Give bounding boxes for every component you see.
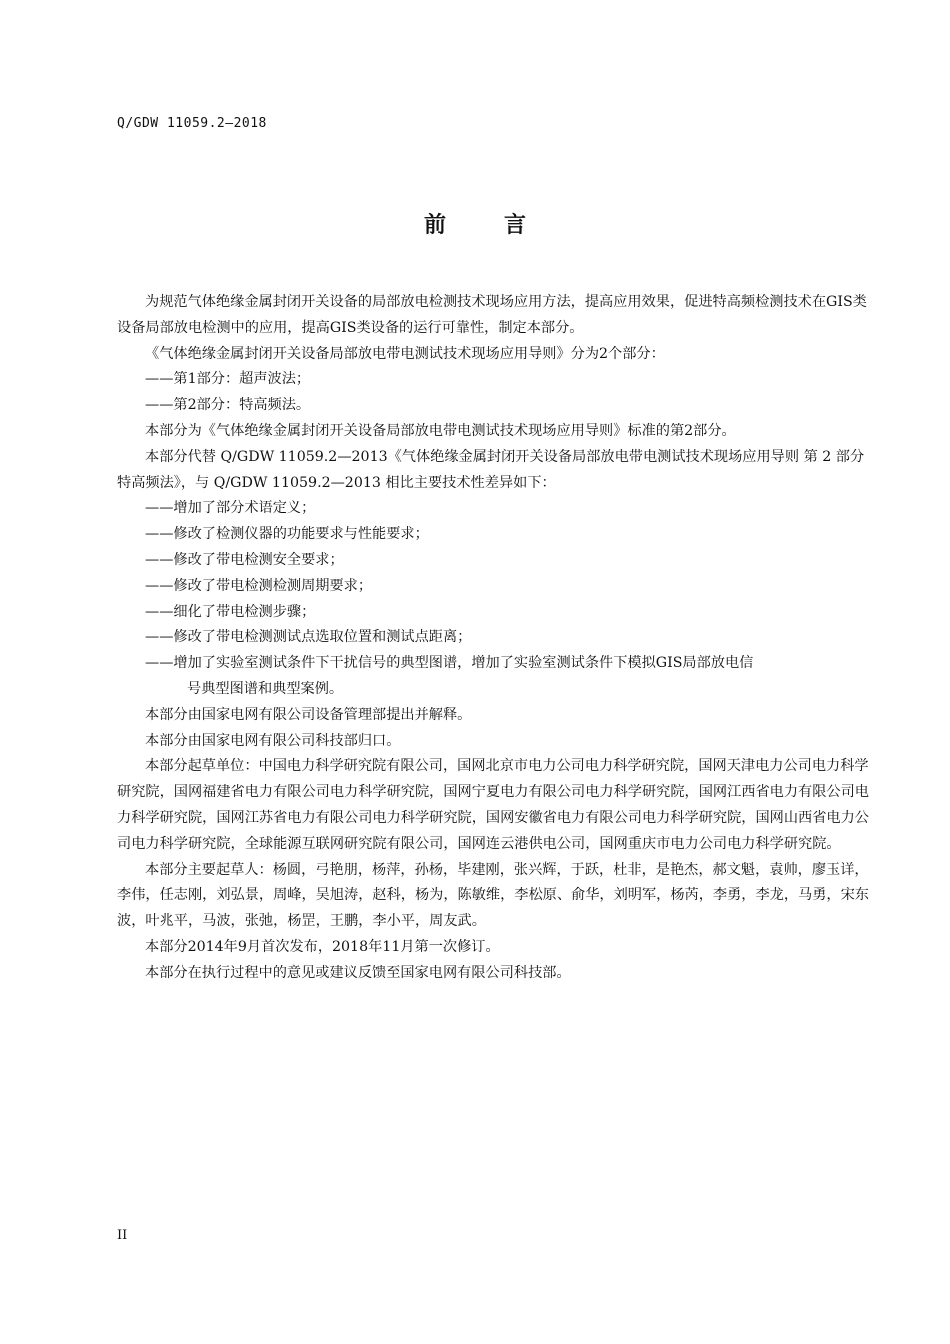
list-item-change-7 (117, 651, 875, 703)
page-title (0, 208, 950, 239)
list-item-part1: ——第1部分：超声波法； (145, 371, 311, 388)
list-item-change-4: ——修改了带电检测检测周期要求； (145, 577, 373, 594)
paragraph-feedback: 本部分在执行过程中的意见或建议反馈至国家电网有限公司科技部。 (145, 964, 571, 981)
list-item-change-7-line2: 号典型图谱和典型案例。 (187, 680, 344, 697)
list-item-change-2: ——修改了检测仪器的功能要求与性能要求； (145, 526, 429, 543)
list-item-change-5: ——细化了带电检测步骤； (145, 603, 316, 620)
title-char-1: 前 (423, 213, 446, 238)
list-item-part2: ——第2部分：特高频法。 (145, 397, 311, 414)
paragraph-parts-intro: 《气体绝缘金属封闭开关设备局部放电带电测试技术现场应用导则》分为2个部分： (145, 345, 665, 362)
paragraph-drafting-units: 本部分起草单位：中国电力科学研究院有限公司，国网北京市电力公司电力科学研究院，国网天津电力公司电力科学研究院，国网福建省电力有限公司电力科学研究院，国网宁夏电力有限公司电力科学研究院，国网江西省电力有限公司电力科学研究院，国网江苏省电力有限公司电力科学研究院，国网安徽省电力有限公司电力科学研究院，国网山西省电力公司电力科学研究院，全球能源互联网研究院有限公司，国网连云港供电公司，国网重庆市电力公司电力科学研究院。 (117, 758, 869, 852)
list-item-change-3: ——修改了带电检测安全要求； (145, 551, 344, 568)
paragraph-purpose: 为规范气体绝缘金属封闭开关设备的局部放电检测技术现场应用方法，提高应用效果，促进特高频检测技术在GIS类设备局部放电检测中的应用，提高GIS类设备的运行可靠性，制定本部分。 (117, 294, 867, 336)
paragraph-drafters: 本部分主要起草人：杨圆，弓艳朋，杨萍，孙杨，毕建刚，张兴辉，于跃，杜非，是艳杰，郝文魁，袁帅，廖玉详，李伟，任志刚，刘弘景，周峰，吴旭涛，赵科，杨为，陈敏维，李松原、俞华，刘明军，杨芮，李勇，李龙，马勇，宋东波，叶兆平，马波，张弛，杨罡，王鹏，李小平，周友武。 (117, 861, 869, 930)
paragraph-this-part: 本部分为《气体绝缘金属封闭开关设备局部放电带电测试技术现场应用导则》标准的第2部分。 (145, 422, 736, 439)
title-char-2: 言 (504, 213, 527, 238)
page-number: II (117, 1228, 128, 1243)
list-item-change-1: ——增加了部分术语定义； (145, 500, 316, 517)
paragraph-proposed-by: 本部分由国家电网有限公司设备管理部提出并解释。 (145, 706, 472, 723)
list-item-change-6: ——修改了带电检测测试点选取位置和测试点距离； (145, 629, 472, 646)
paragraph-replaces: 本部分代替 Q/GDW 11059.2—2013《气体绝缘金属封闭开关设备局部放电带电测试技术现场应用导则 第 2 部分 特高频法》，与 Q/GDW 11059.2—2013 相比主要技术性差异如下： (117, 448, 865, 491)
document-code: Q/GDW 11059.2—2018 (117, 116, 267, 131)
list-item-change-7-line1: ——增加了实验室测试条件下干扰信号的典型图谱，增加了实验室测试条件下模拟GIS局部放电信 (145, 655, 754, 672)
paragraph-centralized-by: 本部分由国家电网有限公司科技部归口。 (145, 732, 401, 749)
document-body (117, 290, 875, 987)
paragraph-release-history: 本部分2014年9月首次发布，2018年11月第一次修订。 (145, 938, 500, 955)
